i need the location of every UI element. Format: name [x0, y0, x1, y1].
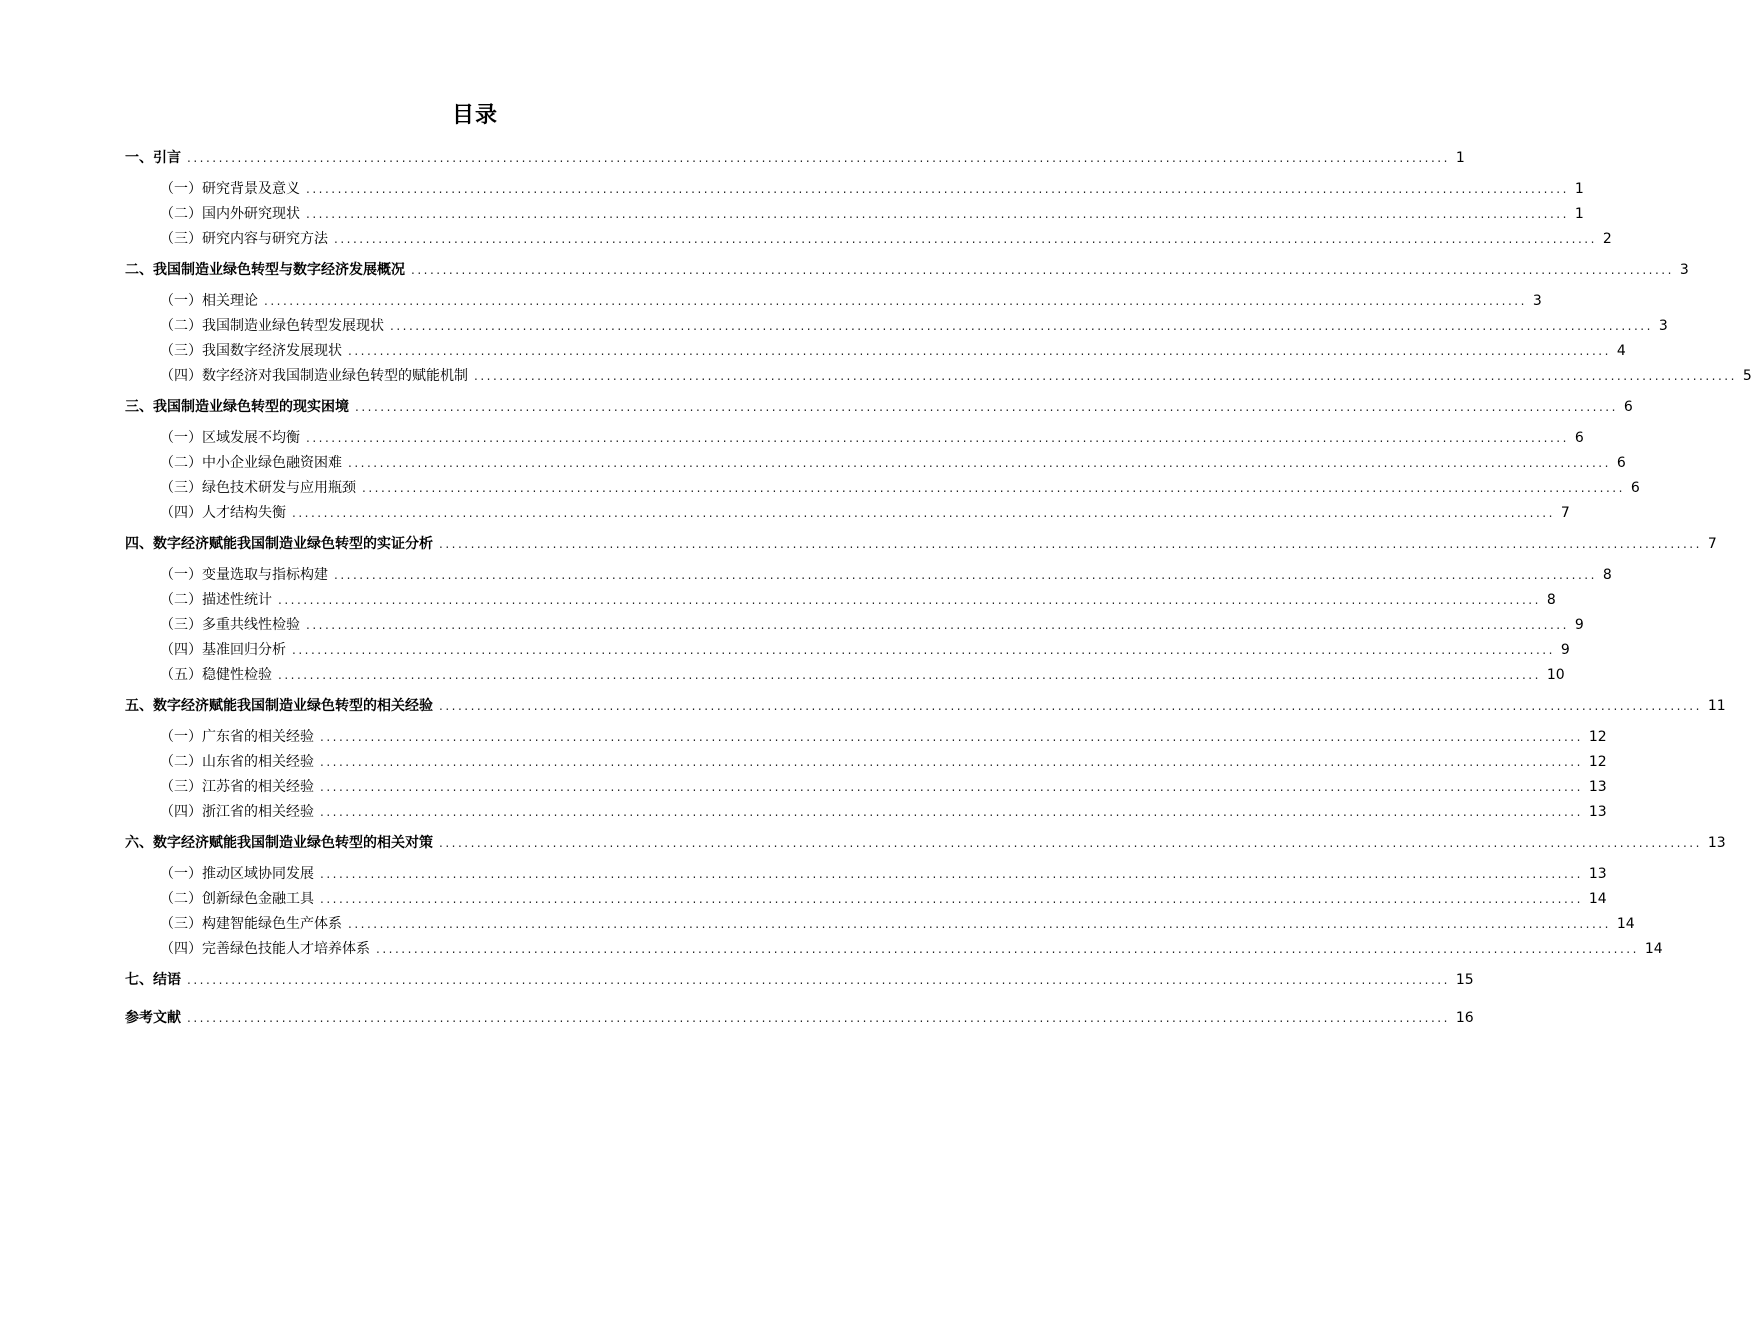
toc-entry-label: （四）浙江省的相关经验 [160, 804, 314, 820]
toc-entry-page-number: 3 [1658, 318, 1668, 334]
toc-entry-page-number: 3 [1532, 293, 1542, 309]
toc-entry [160, 889, 1607, 909]
toc-entry-label: （三）我国数字经济发展现状 [160, 343, 342, 359]
toc-entry-page-number: 4 [1616, 343, 1626, 359]
toc-entry [160, 939, 1663, 959]
toc-title: 目录 [451, 103, 498, 128]
toc-entry-label: （二）我国制造业绿色转型发展现状 [160, 318, 384, 334]
toc-dot-leader: ........................................................................................................................................................................................................ [439, 836, 1702, 850]
toc-entry-label: 五、数字经济赋能我国制造业绿色转型的相关经验 [125, 698, 433, 714]
toc-entry [125, 148, 1465, 168]
toc-entry [160, 316, 1668, 336]
toc-entry [125, 534, 1717, 554]
toc-entry [160, 802, 1607, 822]
toc-dot-leader: ........................................................................................................................................................................................................ [320, 730, 1583, 744]
toc-entry-page-number: 9 [1560, 642, 1570, 658]
toc-entry-page-number: 1 [1574, 181, 1584, 197]
toc-dot-leader: ........................................................................................................................................................................................................ [439, 537, 1702, 551]
toc-dot-leader: ........................................................................................................................................................................................................ [411, 263, 1674, 277]
toc-entry [160, 204, 1584, 224]
toc-entry-page-number: 10 [1546, 667, 1565, 683]
toc-entry-page-number: 2 [1602, 231, 1612, 247]
toc-dot-leader: ........................................................................................................................................................................................................ [278, 593, 1541, 607]
toc-entry-label: 三、我国制造业绿色转型的现实困境 [125, 399, 349, 415]
toc-dot-leader: ........................................................................................................................................................................................................ [376, 942, 1639, 956]
toc-dot-leader: ........................................................................................................................................................................................................ [474, 369, 1737, 383]
toc-entry [160, 615, 1584, 635]
toc-entry-label: （四）数字经济对我国制造业绿色转型的赋能机制 [160, 368, 468, 384]
toc-dot-leader: ........................................................................................................................................................................................................ [320, 805, 1583, 819]
toc-dot-leader: ........................................................................................................................................................................................................ [187, 973, 1450, 987]
toc-entry-label: （三）绿色技术研发与应用瓶颈 [160, 480, 356, 496]
toc-entry-label: （一）相关理论 [160, 293, 258, 309]
toc-entry-page-number: 5 [1742, 368, 1752, 384]
toc-dot-leader: ........................................................................................................................................................................................................ [348, 917, 1611, 931]
toc-entry [160, 291, 1542, 311]
toc-entry-page-number: 6 [1623, 399, 1633, 415]
toc-dot-leader: ........................................................................................................................................................................................................ [334, 568, 1597, 582]
toc-entry-page-number: 12 [1588, 729, 1607, 745]
toc-entry-label: （三）江苏省的相关经验 [160, 779, 314, 795]
toc-entry-page-number: 6 [1630, 480, 1640, 496]
toc-entry-page-number: 7 [1707, 536, 1717, 552]
toc-entry [160, 478, 1640, 498]
toc-dot-leader: ........................................................................................................................................................................................................ [306, 207, 1569, 221]
toc-entry-page-number: 16 [1455, 1010, 1474, 1026]
toc-entry-label: （一）推动区域协同发展 [160, 866, 314, 882]
toc-dot-leader: ........................................................................................................................................................................................................ [264, 294, 1527, 308]
toc-dot-leader: ........................................................................................................................................................................................................ [439, 699, 1702, 713]
toc-entry-label: （四）人才结构失衡 [160, 505, 286, 521]
toc-entry [160, 453, 1626, 473]
toc-entry [160, 752, 1607, 772]
toc-dot-leader: ........................................................................................................................................................................................................ [320, 780, 1583, 794]
toc-entry-label: 参考文献 [125, 1010, 181, 1026]
toc-entry [125, 1008, 1474, 1028]
toc-entry-page-number: 13 [1707, 835, 1726, 851]
toc-entry-page-number: 11 [1707, 698, 1726, 714]
toc-entry-page-number: 14 [1644, 941, 1663, 957]
toc-dot-leader: ........................................................................................................................................................................................................ [306, 431, 1569, 445]
toc-entry-page-number: 6 [1616, 455, 1626, 471]
toc-dot-leader: ........................................................................................................................................................................................................ [306, 182, 1569, 196]
toc-entry-label: （四）基准回归分析 [160, 642, 286, 658]
toc-dot-leader: ........................................................................................................................................................................................................ [320, 892, 1583, 906]
toc-entry-label: （三）构建智能绿色生产体系 [160, 916, 342, 932]
toc-entry-label: （二）山东省的相关经验 [160, 754, 314, 770]
toc-entry-label: （五）稳健性检验 [160, 667, 272, 683]
toc-entry [160, 565, 1612, 585]
toc-entry-page-number: 13 [1588, 866, 1607, 882]
toc-entry-label: 一、引言 [125, 150, 181, 166]
toc-dot-leader: ........................................................................................................................................................................................................ [348, 456, 1611, 470]
toc-dot-leader: ........................................................................................................................................................................................................ [390, 319, 1653, 333]
toc-dot-leader: ........................................................................................................................................................................................................ [334, 232, 1597, 246]
toc-entry-page-number: 13 [1588, 779, 1607, 795]
toc-dot-leader: ........................................................................................................................................................................................................ [320, 755, 1583, 769]
toc-entry [160, 640, 1570, 660]
toc-entry [160, 229, 1612, 249]
toc-entry [125, 397, 1633, 417]
toc-entry [125, 970, 1474, 990]
toc-entry [160, 727, 1607, 747]
toc-dot-leader: ........................................................................................................................................................................................................ [292, 643, 1555, 657]
toc-entry-label: （二）描述性统计 [160, 592, 272, 608]
toc-dot-leader: ........................................................................................................................................................................................................ [278, 668, 1541, 682]
toc-entry [125, 696, 1726, 716]
toc-entry-label: （一）广东省的相关经验 [160, 729, 314, 745]
toc-entry-page-number: 7 [1560, 505, 1570, 521]
toc-dot-leader: ........................................................................................................................................................................................................ [292, 506, 1555, 520]
toc-entry [160, 341, 1626, 361]
toc-entry [160, 428, 1584, 448]
toc-entry-label: （二）创新绿色金融工具 [160, 891, 314, 907]
toc-entry-page-number: 1 [1455, 150, 1465, 166]
toc-entry [160, 590, 1556, 610]
toc-dot-leader: ........................................................................................................................................................................................................ [362, 481, 1625, 495]
toc-entry-label: （一）区域发展不均衡 [160, 430, 300, 446]
toc-entry-label: （三）多重共线性检验 [160, 617, 300, 633]
toc-entry-page-number: 12 [1588, 754, 1607, 770]
toc-entry-page-number: 8 [1546, 592, 1556, 608]
toc-entry [125, 260, 1689, 280]
toc-entry-page-number: 9 [1574, 617, 1584, 633]
toc-entry-label: 四、数字经济赋能我国制造业绿色转型的实证分析 [125, 536, 433, 552]
toc-entry-label: （一）研究背景及意义 [160, 181, 300, 197]
toc-entry [160, 665, 1565, 685]
toc-dot-leader: ........................................................................................................................................................................................................ [187, 151, 1450, 165]
toc-entry-page-number: 3 [1679, 262, 1689, 278]
toc-entry-label: 二、我国制造业绿色转型与数字经济发展概况 [125, 262, 405, 278]
toc-entry-page-number: 1 [1574, 206, 1584, 222]
toc-entry [160, 366, 1752, 386]
toc-entry-page-number: 13 [1588, 804, 1607, 820]
toc-entry-label: （四）完善绿色技能人才培养体系 [160, 941, 370, 957]
toc-entry [160, 914, 1635, 934]
toc-entry [160, 777, 1607, 797]
toc-entry-page-number: 8 [1602, 567, 1612, 583]
toc-dot-leader: ........................................................................................................................................................................................................ [348, 344, 1611, 358]
toc-entry [125, 833, 1726, 853]
toc-entry-page-number: 15 [1455, 972, 1474, 988]
toc-dot-leader: ........................................................................................................................................................................................................ [355, 400, 1618, 414]
toc-entry-label: 六、数字经济赋能我国制造业绿色转型的相关对策 [125, 835, 433, 851]
toc-entry-label: 七、结语 [125, 972, 181, 988]
toc-entry-label: （二）国内外研究现状 [160, 206, 300, 222]
toc-entry [160, 864, 1607, 884]
toc-entry-label: （一）变量选取与指标构建 [160, 567, 328, 583]
toc-entry-label: （三）研究内容与研究方法 [160, 231, 328, 247]
toc-dot-leader: ........................................................................................................................................................................................................ [306, 618, 1569, 632]
toc-dot-leader: ........................................................................................................................................................................................................ [187, 1011, 1450, 1025]
toc-entry [160, 179, 1584, 199]
toc-dot-leader: ........................................................................................................................................................................................................ [320, 867, 1583, 881]
toc-entry [160, 503, 1570, 523]
toc-entry-page-number: 14 [1588, 891, 1607, 907]
toc-entry-label: （二）中小企业绿色融资困难 [160, 455, 342, 471]
toc-entry-page-number: 14 [1616, 916, 1635, 932]
toc-entry-page-number: 6 [1574, 430, 1584, 446]
